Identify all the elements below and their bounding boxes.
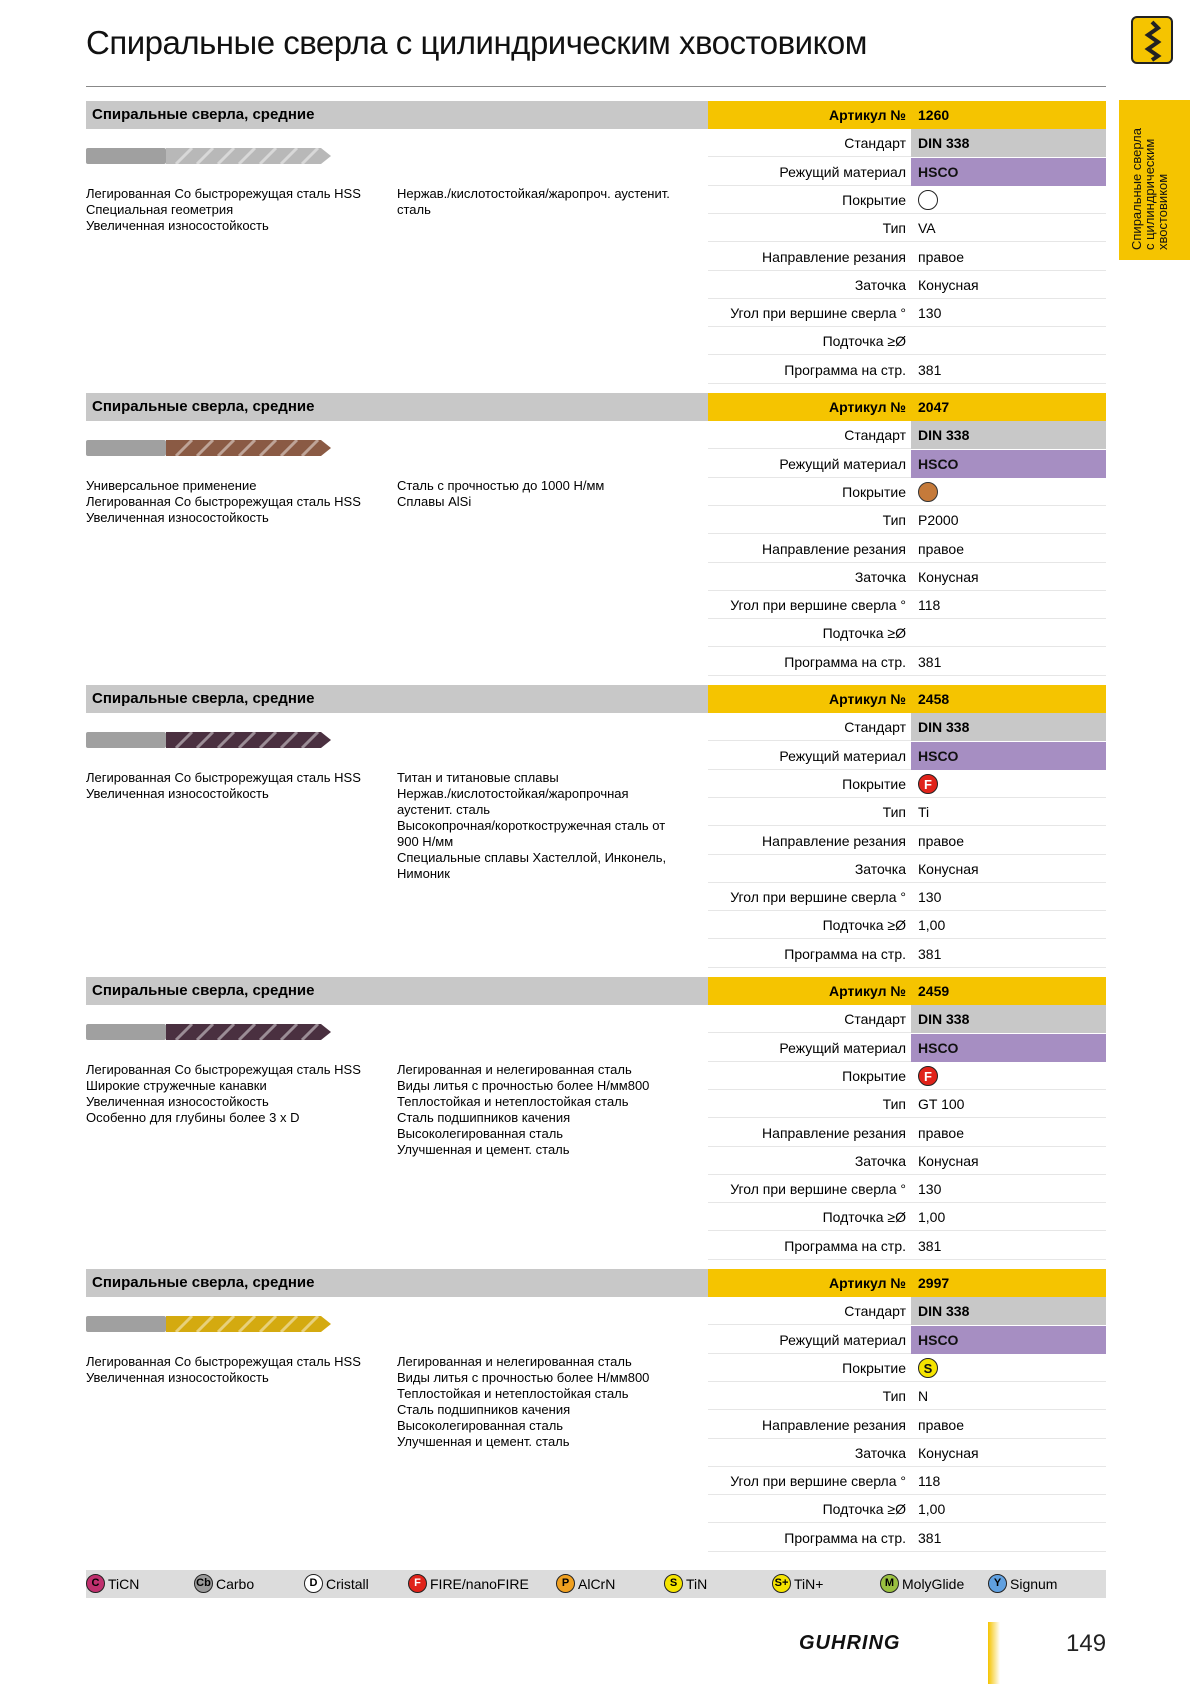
spec-label: Тип: [882, 1388, 906, 1405]
spec-label: Угол при вершине сверла °: [730, 889, 906, 906]
spec-label: Тип: [882, 220, 906, 237]
spec-label: Режущий материал: [779, 1039, 906, 1056]
spec-value: 130: [918, 305, 942, 322]
desc-right: [397, 1354, 649, 1450]
spec-label: Направление резания: [762, 832, 906, 849]
coating-legend: [86, 1570, 1106, 1598]
spec-row-point: [708, 1203, 1106, 1231]
spec-row-sharpening: [708, 1147, 1106, 1175]
spec-row-program: [708, 648, 1106, 676]
desc-line: Нимоник: [397, 866, 450, 881]
spec-value: DIN 338: [911, 129, 1106, 157]
spec-label: Заточка: [854, 276, 906, 293]
legend-item: [408, 1574, 529, 1594]
desc-line: Сплавы AlSi: [397, 494, 472, 509]
spec-row-standard: [708, 713, 1106, 741]
desc-right: [397, 770, 666, 882]
desc-line: Сталь подшипников качения: [397, 1402, 571, 1417]
spec-label: Угол при вершине сверла °: [730, 305, 906, 322]
spec-value: правое: [918, 248, 965, 265]
spec-value: 1,00: [918, 1501, 946, 1518]
spec-label: Покрытие: [842, 1359, 906, 1376]
brand-logo: GUHRING: [799, 1632, 901, 1654]
spec-row-coating: [708, 1062, 1106, 1090]
desc-line: Виды литья с прочностью более Н/мм800: [397, 1370, 650, 1385]
spec-row-point: [708, 911, 1106, 939]
spec-label: Подточка ≥Ø: [822, 1501, 906, 1518]
spec-label: Программа на стр.: [784, 1237, 906, 1254]
spec-value: Конусная: [918, 1152, 979, 1169]
spec-value: 381: [918, 945, 942, 962]
block-title: Спиральные сверла, средние: [86, 101, 708, 129]
spec-value: [911, 186, 1106, 214]
spec-value: 381: [918, 1529, 942, 1546]
spec-label: Артикул №: [829, 983, 906, 999]
cristall-icon: D: [304, 1574, 323, 1593]
spec-label: Подточка ≥Ø: [822, 917, 906, 934]
spec-value: Конусная: [918, 276, 979, 293]
spec-row-sharpening: [708, 563, 1106, 591]
carbo-icon: Cb: [194, 1574, 213, 1593]
coating-fire-icon: F: [918, 1066, 938, 1086]
spec-row-coating: [708, 478, 1106, 506]
spec-value: VA: [918, 220, 936, 237]
spec-row-coating: [708, 770, 1106, 798]
spec-label: Подточка ≥Ø: [822, 1209, 906, 1226]
legend-label: TiN: [686, 1576, 708, 1592]
spec-value: правое: [918, 832, 965, 849]
desc-line: Легированная Co быстрорежущая сталь HSS: [86, 494, 361, 509]
spec-row-material: [708, 1034, 1106, 1062]
spec-label: Режущий материал: [779, 455, 906, 472]
spec-value: Конусная: [918, 1444, 979, 1461]
side-tab-line: с цилиндрическим: [1142, 138, 1157, 250]
spec-value: HSCO: [911, 1326, 1106, 1354]
spec-value: правое: [918, 1124, 965, 1141]
desc-line: Особенно для глубины более 3 x D: [86, 1110, 300, 1125]
desc-line: Улучшенная и цемент. сталь: [397, 1142, 570, 1157]
desc-line: сталь: [397, 202, 431, 217]
desc-line: Легированная и нелегированная сталь: [397, 1354, 632, 1369]
legend-label: FIRE/nanoFIRE: [430, 1576, 529, 1592]
spec-value: HSCO: [911, 158, 1106, 186]
desc-line: Универсальное применение: [86, 478, 257, 493]
spec-value: N: [918, 1388, 929, 1405]
spec-value: HSCO: [911, 1034, 1106, 1062]
spec-label: Покрытие: [842, 483, 906, 500]
spec-value: [911, 1062, 1106, 1090]
spec-value: 381: [918, 361, 942, 378]
legend-label: Signum: [1010, 1576, 1058, 1592]
spec-row-article: [708, 1269, 1106, 1297]
side-tab-text: [1130, 50, 1169, 250]
spec-value: 381: [918, 1237, 942, 1254]
desc-right: [397, 1062, 649, 1158]
desc-line: Высокопрочная/короткостружечная сталь от: [397, 818, 666, 833]
desc-line: Сталь подшипников качения: [397, 1110, 571, 1125]
desc-line: Улучшенная и цемент. сталь: [397, 1434, 570, 1449]
spec-row-coating: [708, 1354, 1106, 1382]
desc-line: Высоколегированная сталь: [397, 1126, 564, 1141]
desc-line: Специальные сплавы Хастеллой, Инконель,: [397, 850, 667, 865]
spec-label: Угол при вершине сверла °: [730, 597, 906, 614]
spec-row-sharpening: [708, 855, 1106, 883]
header-divider: [86, 86, 1106, 87]
spec-row-program: [708, 356, 1106, 384]
spec-row-standard: [708, 129, 1106, 157]
spec-value: 1,00: [918, 917, 946, 934]
desc-left: [86, 1062, 361, 1126]
spec-row-article: [708, 977, 1106, 1005]
spec-value: 1260: [918, 107, 950, 123]
desc-line: Легированная Co быстрорежущая сталь HSS: [86, 1354, 361, 1369]
spec-label: Заточка: [854, 1444, 906, 1461]
desc-line: Нержав./кислотостойкая/жаропрочная: [397, 786, 629, 801]
spec-value: Конусная: [918, 860, 979, 877]
desc-left: [86, 770, 361, 802]
spec-label: Программа на стр.: [784, 653, 906, 670]
spec-row-angle: [708, 591, 1106, 619]
spec-value: [911, 619, 1106, 647]
legend-label: MolyGlide: [902, 1576, 965, 1592]
spec-row-program: [708, 940, 1106, 968]
spec-label: Артикул №: [829, 691, 906, 707]
spec-value: HSCO: [911, 450, 1106, 478]
spec-value: 118: [918, 597, 941, 614]
spec-label: Заточка: [854, 568, 906, 585]
legend-label: TiCN: [108, 1576, 140, 1592]
spec-value: P2000: [918, 512, 959, 529]
desc-line: Теплостойкая и нетеплостойкая сталь: [397, 1386, 629, 1401]
legend-item: [86, 1574, 139, 1594]
spec-row-direction: [708, 1119, 1106, 1147]
tin-plus-icon: S+: [772, 1574, 791, 1593]
spec-value: DIN 338: [911, 421, 1106, 449]
spec-row-material: [708, 158, 1106, 186]
desc-line: Увеличенная износостойкость: [86, 1094, 269, 1109]
legend-item: [988, 1574, 1057, 1594]
legend-item: [880, 1574, 964, 1594]
desc-line: Сталь с прочностью до 1000 Н/мм: [397, 478, 605, 493]
desc-line: Широкие стружечные канавки: [86, 1078, 267, 1093]
spec-value: 130: [918, 1181, 942, 1198]
ticn-icon: C: [86, 1574, 105, 1593]
spec-label: Направление резания: [762, 540, 906, 557]
legend-label: Carbo: [216, 1576, 255, 1592]
legend-item: [772, 1574, 823, 1594]
spec-label: Угол при вершине сверла °: [730, 1473, 906, 1490]
spec-row-program: [708, 1524, 1106, 1552]
spec-row-point: [708, 1495, 1106, 1523]
tin-icon: S: [664, 1574, 683, 1593]
spec-row-point: [708, 619, 1106, 647]
spec-value: 1,00: [918, 1209, 946, 1226]
spec-row-material: [708, 742, 1106, 770]
spec-label: Тип: [882, 512, 906, 529]
block-title: Спиральные сверла, средние: [86, 1269, 708, 1297]
spec-value: [911, 327, 1106, 355]
spec-label: Тип: [882, 804, 906, 821]
spec-value: Ti: [918, 804, 930, 821]
spec-value: правое: [918, 1416, 965, 1433]
desc-line: Увеличенная износостойкость: [86, 1370, 269, 1385]
side-tab-line: Спиральные сверла: [1129, 128, 1144, 250]
spec-value: правое: [918, 540, 965, 557]
desc-line: Увеличенная износостойкость: [86, 218, 269, 233]
desc-line: Легированная Co быстрорежущая сталь HSS: [86, 186, 361, 201]
molyglide-icon: M: [880, 1574, 899, 1593]
spec-row-article: [708, 101, 1106, 129]
spec-value: DIN 338: [911, 1005, 1106, 1033]
fire-icon: F: [408, 1574, 427, 1593]
spec-row-angle: [708, 883, 1106, 911]
desc-line: Высоколегированная сталь: [397, 1418, 564, 1433]
spec-label: Программа на стр.: [784, 945, 906, 962]
spec-value: Конусная: [918, 568, 979, 585]
spec-row-standard: [708, 1297, 1106, 1325]
signum-icon: Y: [988, 1574, 1007, 1593]
spec-row-material: [708, 1326, 1106, 1354]
spec-label: Направление резания: [762, 248, 906, 265]
spec-row-type: [708, 1382, 1106, 1410]
desc-line: Увеличенная износостойкость: [86, 786, 269, 801]
coating-brown-icon: [918, 482, 938, 502]
spec-label: Стандарт: [844, 1011, 906, 1028]
spec-row-direction: [708, 1411, 1106, 1439]
spec-row-angle: [708, 1175, 1106, 1203]
spec-label: Режущий материал: [779, 1331, 906, 1348]
spec-label: Стандарт: [844, 135, 906, 152]
spec-label: Подточка ≥Ø: [822, 333, 906, 350]
coating-fire-icon: F: [918, 774, 938, 794]
spec-row-angle: [708, 299, 1106, 327]
spec-row-type: [708, 214, 1106, 242]
spec-label: Заточка: [854, 1152, 906, 1169]
desc-right: [397, 478, 604, 510]
spec-row-program: [708, 1232, 1106, 1260]
spec-value: 381: [918, 653, 942, 670]
spec-label: Направление резания: [762, 1124, 906, 1141]
desc-left: [86, 1354, 361, 1386]
spec-value: 118: [918, 1473, 941, 1490]
spec-value: 2459: [918, 983, 950, 999]
desc-line: Нержав./кислотостойкая/жаропроч. аустенит.: [397, 186, 670, 201]
spec-row-direction: [708, 243, 1106, 271]
spec-label: Программа на стр.: [784, 1529, 906, 1546]
desc-line: Теплостойкая и нетеплостойкая сталь: [397, 1094, 629, 1109]
spec-value: 2047: [918, 399, 950, 415]
spec-row-sharpening: [708, 1439, 1106, 1467]
spec-label: Угол при вершине сверла °: [730, 1181, 906, 1198]
spec-row-point: [708, 327, 1106, 355]
spec-row-type: [708, 1090, 1106, 1118]
desc-left: [86, 478, 361, 526]
spec-value: 2458: [918, 691, 950, 707]
spec-value: 2997: [918, 1275, 950, 1291]
spec-label: Покрытие: [842, 775, 906, 792]
spec-label: Стандарт: [844, 719, 906, 736]
desc-line: Специальная геометрия: [86, 202, 234, 217]
drill-image-icon: [86, 1021, 331, 1043]
spec-label: Направление резания: [762, 1416, 906, 1433]
coating-tin-icon: S: [918, 1358, 938, 1378]
side-tab-line: хвостовиком: [1155, 173, 1170, 250]
block-title: Спиральные сверла, средние: [86, 685, 708, 713]
spec-value: [911, 1354, 1106, 1382]
alcrn-icon: P: [556, 1574, 575, 1593]
coating-none-icon: [918, 190, 938, 210]
spec-label: Артикул №: [829, 107, 906, 123]
legend-label: TiN+: [794, 1576, 824, 1592]
legend-label: Cristall: [326, 1576, 369, 1592]
desc-line: Виды литья с прочностью более Н/мм800: [397, 1078, 650, 1093]
desc-line: Легированная Co быстрорежущая сталь HSS: [86, 1062, 361, 1077]
legend-item: [664, 1574, 707, 1594]
legend-label: AlCrN: [578, 1576, 616, 1592]
spec-label: Артикул №: [829, 1275, 906, 1291]
spec-row-type: [708, 798, 1106, 826]
spec-row-article: [708, 685, 1106, 713]
drill-image-icon: [86, 1313, 331, 1335]
spec-value: DIN 338: [911, 1297, 1106, 1325]
spec-label: Артикул №: [829, 399, 906, 415]
spec-value: 130: [918, 889, 942, 906]
spec-value: [911, 770, 1106, 798]
desc-line: Увеличенная износостойкость: [86, 510, 269, 525]
spec-row-standard: [708, 421, 1106, 449]
spec-row-sharpening: [708, 271, 1106, 299]
spec-label: Программа на стр.: [784, 361, 906, 378]
desc-line: Легированная и нелегированная сталь: [397, 1062, 632, 1077]
block-title: Спиральные сверла, средние: [86, 393, 708, 421]
page-title: Спиральные сверла с цилиндрическим хвостовиком: [86, 24, 867, 61]
spec-row-coating: [708, 186, 1106, 214]
spec-row-standard: [708, 1005, 1106, 1033]
spec-row-article: [708, 393, 1106, 421]
desc-right: [397, 186, 670, 218]
spec-label: Стандарт: [844, 1303, 906, 1320]
spec-value: [911, 478, 1106, 506]
desc-line: аустенит. сталь: [397, 802, 491, 817]
spec-value: DIN 338: [911, 713, 1106, 741]
desc-left: [86, 186, 361, 234]
spec-row-direction: [708, 827, 1106, 855]
legend-item: [304, 1574, 369, 1594]
spec-row-material: [708, 450, 1106, 478]
spec-label: Заточка: [854, 860, 906, 877]
brand-bar: [988, 1622, 1000, 1684]
spec-label: Тип: [882, 1096, 906, 1113]
spec-label: Подточка ≥Ø: [822, 625, 906, 642]
spec-label: Режущий материал: [779, 747, 906, 764]
block-title: Спиральные сверла, средние: [86, 977, 708, 1005]
spec-value: HSCO: [911, 742, 1106, 770]
desc-line: Легированная Co быстрорежущая сталь HSS: [86, 770, 361, 785]
spec-row-direction: [708, 535, 1106, 563]
drill-image-icon: [86, 437, 331, 459]
spec-label: Стандарт: [844, 427, 906, 444]
desc-line: Титан и титановые сплавы: [397, 770, 559, 785]
legend-item: [194, 1574, 254, 1594]
spec-label: Режущий материал: [779, 163, 906, 180]
page-number: 149: [1066, 1630, 1107, 1657]
drill-image-icon: [86, 729, 331, 751]
legend-item: [556, 1574, 615, 1594]
drill-image-icon: [86, 145, 331, 167]
spec-label: Покрытие: [842, 1067, 906, 1084]
desc-line: 900 Н/мм: [397, 834, 454, 849]
spec-label: Покрытие: [842, 191, 906, 208]
spec-value: GT 100: [918, 1096, 965, 1113]
spec-row-angle: [708, 1467, 1106, 1495]
spec-row-type: [708, 506, 1106, 534]
